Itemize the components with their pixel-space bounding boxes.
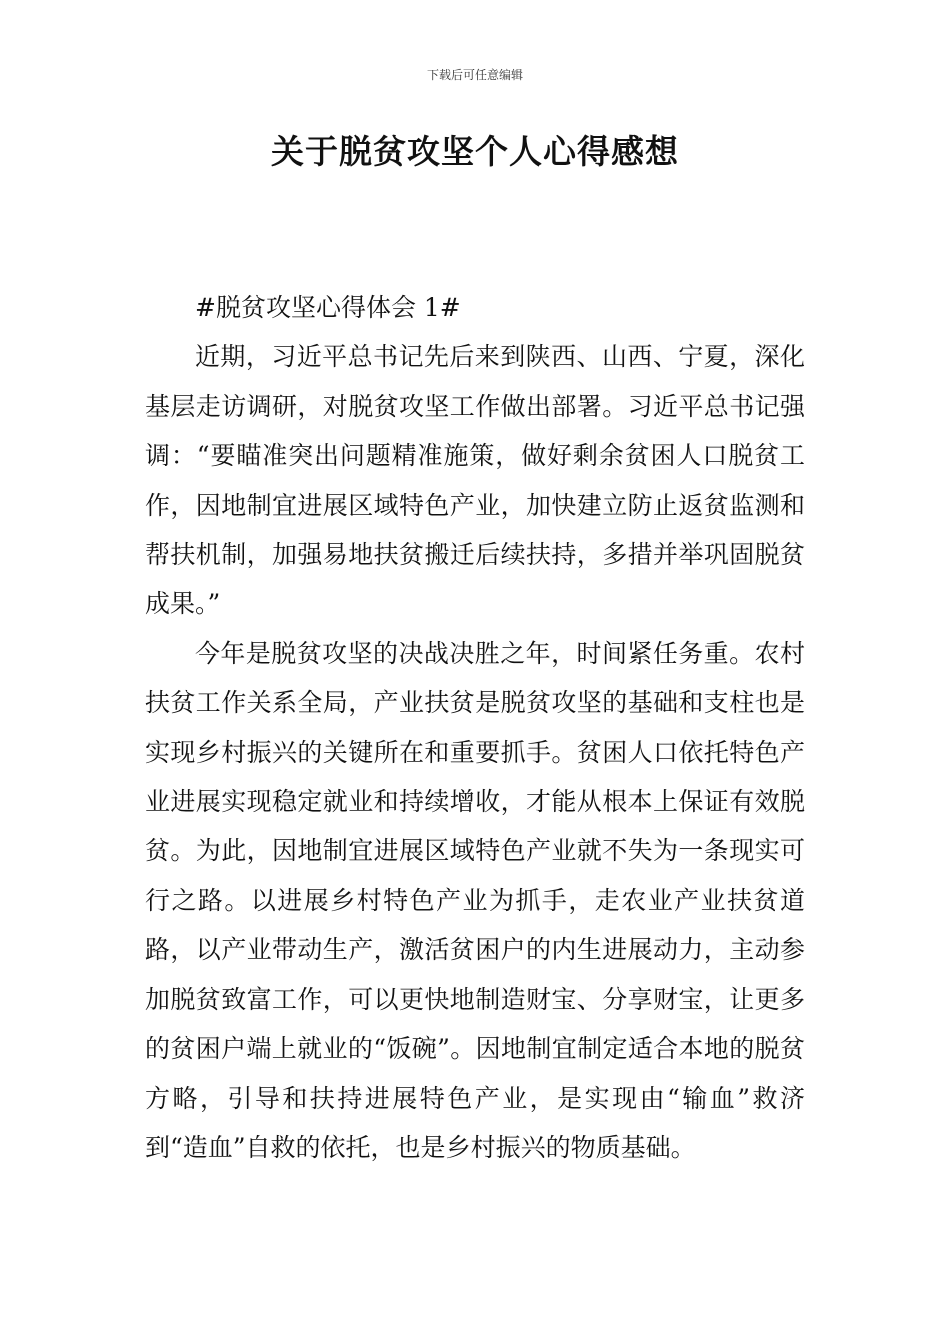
paragraph-2: 今年是脱贫攻坚的决战决胜之年，时间紧任务重。农村扶贫工作关系全局，产业扶贫是脱贫攻坚的基础和支柱也是实现乡村振兴的关键所在和重要抓手。贫困人口依托特色产业进展实现稳定就业和持续增收，才能从根本上保证有效脱贫。为此，因地制宜进展区域特色产业就不失为一条现实可行之路。以进展乡村特色产业为抓手，走农业产业扶贫道路，以产业带动生产，激活贫困户的内生进展动力，主动参加脱贫致富工作，可以更快地制造财宝、分享财宝，让更多的贫困户端上就业的“饭碗”。因地制宜制定适合本地的脱贫方略，引导和扶持进展特色产业，是实现由“输血”救济到“造血”自救的依托，也是乡村振兴的物质基础。 xyxy=(145,638,805,1162)
document-title: 关于脱贫攻坚个人心得感想 xyxy=(271,132,679,171)
header-note: 下载后可任意编辑 xyxy=(426,68,523,82)
paragraph-1: 近期，习近平总书记先后来到陕西、山西、宁夏，深化基层走访调研，对脱贫攻坚工作做出部署。习近平总书记强调：“要瞄准突出问题精准施策，做好剩余贫困人口脱贫工作，因地制宜进展区域特色产业，加快建立防止返贫监测和帮扶机制，加强易地扶贫搬迁后续扶持，多措并举巩固脱贫成果。” xyxy=(145,342,805,619)
document-body xyxy=(145,283,805,1172)
section-heading: #脱贫攻坚心得体会 1# xyxy=(195,293,461,322)
